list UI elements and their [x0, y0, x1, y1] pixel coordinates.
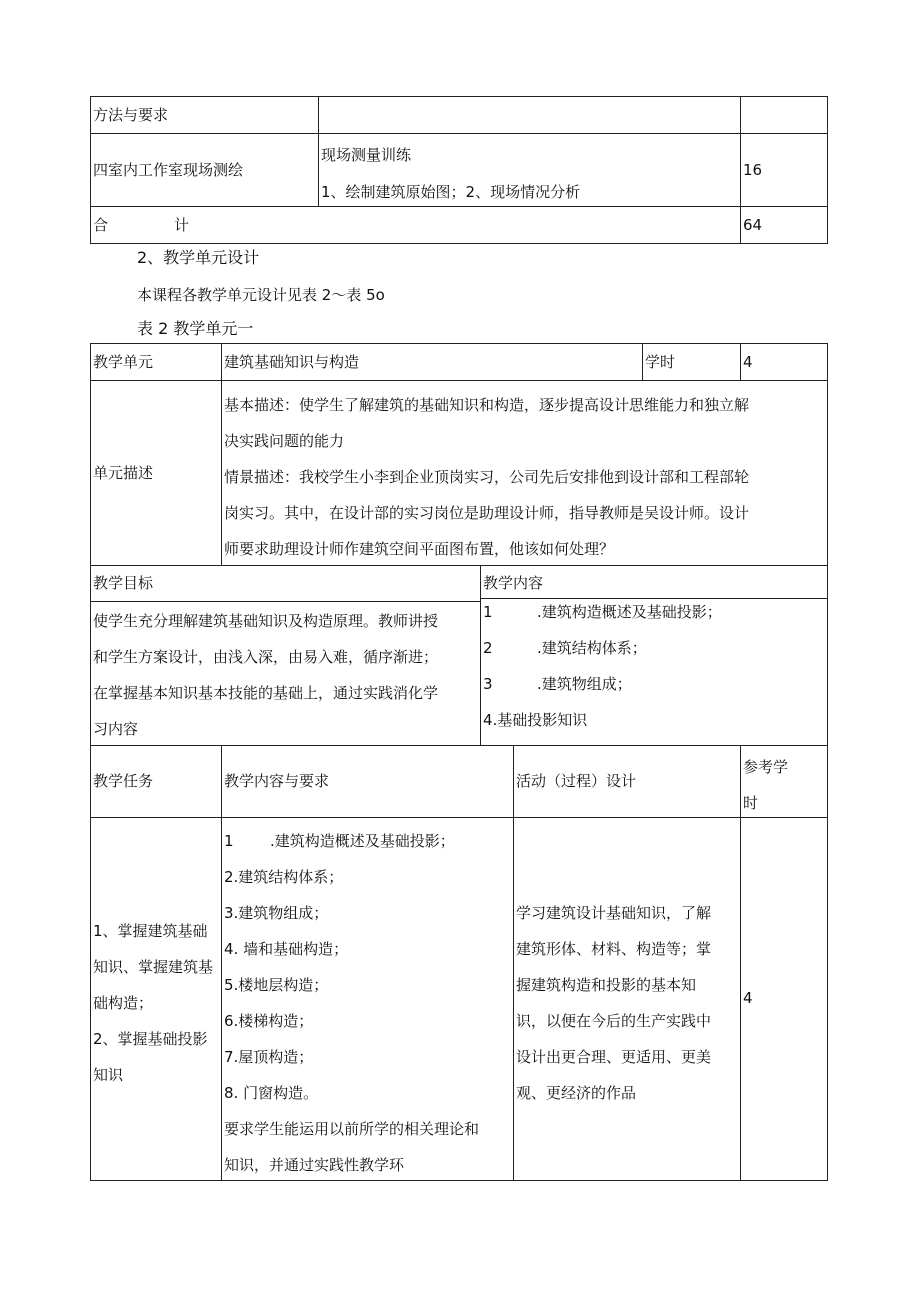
requirement-line: 知识，并通过实践性教学环	[224, 1156, 405, 1174]
requirement-first-number: 1	[224, 832, 234, 850]
goal-line: 和学生方案设计，由浅入深，由易入难，循序渐进；	[93, 648, 439, 666]
task-line: 2、掌握基础投影	[93, 1030, 208, 1048]
unit-four-name: 四室内工作室现场测绘	[93, 161, 244, 179]
content-item-text: .建筑物组成；	[537, 675, 632, 693]
reference-hours-label-line2: 时	[743, 794, 759, 812]
goal-line: 使学生充分理解建筑基础知识及构造原理。教师讲授	[93, 612, 439, 630]
goal-label: 教学目标	[93, 574, 154, 592]
section-intro: 本课程各教学单元设计见表 2〜表 5o	[137, 286, 385, 304]
unit-name: 建筑基础知识与构造	[224, 353, 360, 371]
activity-line: 观、更经济的作品	[516, 1084, 637, 1102]
content-item-number: 2	[483, 639, 493, 657]
requirement-label: 教学内容与要求	[224, 772, 330, 790]
content-item-number: 3	[483, 675, 493, 693]
activity-label: 活动（过程）设计	[516, 772, 637, 790]
content-item-number: 1	[483, 603, 493, 621]
basic-description-line2: 决实践问题的能力	[224, 432, 345, 450]
method-label: 方法与要求	[93, 106, 169, 124]
activity-line: 握建筑构造和投影的基本知	[516, 976, 697, 994]
requirement-line: 4. 墙和基础构造；	[224, 940, 349, 958]
task-line: 知识、掌握建筑基	[93, 958, 214, 976]
task-label: 教学任务	[93, 772, 154, 790]
total-label-part2: 计	[174, 216, 190, 234]
scenario-description-line2: 岗实习。其中，在设计部的实习岗位是助理设计师，指导教师是吴设计师。设计	[224, 504, 750, 522]
unit-four-content-line1: 现场测量训练	[321, 146, 412, 164]
unit-label: 教学单元	[93, 353, 154, 371]
requirement-line: 3.建筑物组成；	[224, 904, 329, 922]
total-label-part1: 合	[93, 216, 109, 234]
task-line: 1、掌握建筑基础	[93, 922, 208, 940]
hours-label: 学时	[645, 353, 676, 371]
activity-line: 建筑形体、材料、构造等；掌	[516, 940, 712, 958]
description-label: 单元描述	[93, 464, 154, 482]
table-caption: 表 2 教学单元一	[137, 319, 254, 338]
requirement-first-text: .建筑构造概述及基础投影；	[270, 832, 455, 850]
scenario-description-line3: 师要求助理设计师作建筑空间平面图布置，他该如何处理？	[224, 540, 615, 558]
goal-line: 习内容	[93, 720, 139, 738]
content-item: 4.基础投影知识	[483, 711, 588, 729]
content-item-text: .建筑构造概述及基础投影；	[537, 603, 722, 621]
total-hours: 64	[743, 216, 763, 234]
requirement-line: 2.建筑结构体系；	[224, 868, 344, 886]
activity-line: 学习建筑设计基础知识，了解	[516, 904, 712, 922]
task-line: 知识	[93, 1066, 124, 1084]
unit-four-content-line2: 1、绘制建筑原始图；2、现场情况分析	[321, 183, 581, 201]
task-line: 础构造；	[93, 994, 154, 1012]
requirement-line: 5.楼地层构造；	[224, 976, 329, 994]
scenario-description-line1: 情景描述：我校学生小李到企业顶岗实习，公司先后安排他到设计部和工程部轮	[224, 468, 750, 486]
unit-four-hours: 16	[743, 161, 763, 179]
reference-hours-value: 4	[743, 989, 753, 1007]
activity-line: 设计出更合理、更适用、更美	[516, 1048, 712, 1066]
activity-line: 识，以便在今后的生产实践中	[516, 1012, 712, 1030]
requirement-line: 要求学生能运用以前所学的相关理论和	[224, 1120, 480, 1138]
content-item-text: .建筑结构体系；	[537, 639, 647, 657]
hours-value: 4	[743, 353, 753, 371]
requirement-line: 8. 门窗构造。	[224, 1084, 319, 1102]
requirement-line: 6.楼梯构造；	[224, 1012, 314, 1030]
requirement-line: 7.屋顶构造；	[224, 1048, 314, 1066]
basic-description-line1: 基本描述：使学生了解建筑的基础知识和构造，逐步提高设计思维能力和独立解	[224, 396, 750, 414]
reference-hours-label-line1: 参考学	[743, 758, 789, 776]
goal-line: 在掌握基本知识基本技能的基础上，通过实践消化学	[93, 684, 439, 702]
section-heading: 2、教学单元设计	[137, 248, 260, 267]
content-label: 教学内容	[483, 574, 544, 592]
